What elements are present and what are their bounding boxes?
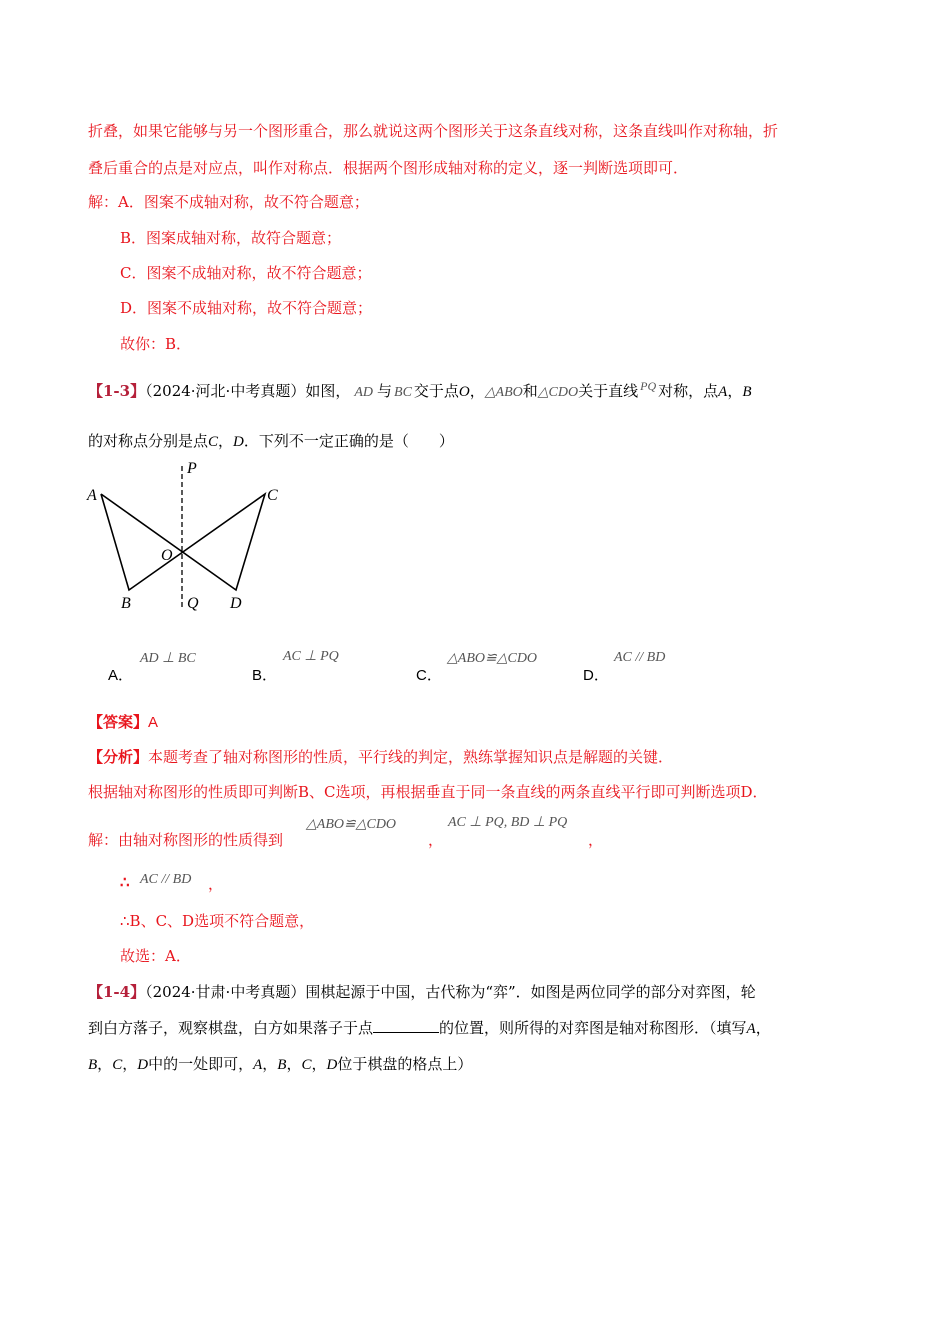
label-c: C xyxy=(267,487,278,504)
option-d-letter[interactable]: D． xyxy=(583,667,609,684)
text-comma: ， xyxy=(122,1055,138,1073)
option-b-letter[interactable]: B． xyxy=(252,667,278,684)
solution-perpendicular: AC ⊥ PQ, BD ⊥ PQ xyxy=(448,815,568,830)
analysis-line-2: 根据轴对称图形的性质即可判断B、C选项，再根据垂直于同一条直线的两条直线平行即可判断选项D． xyxy=(88,783,768,801)
solution-final: 故选：A． xyxy=(120,947,191,965)
text: 的位置，则所得的对弈图是轴对称图形．（填写 xyxy=(439,1019,747,1037)
solution-bcd: ∴B、C、D选项不符合题意， xyxy=(120,912,315,930)
question-text: （2024·甘肃·中考真题）围棋起源于中国，古代称为“弈”．如图是两位同学的部分对弈图，轮 xyxy=(145,983,756,1001)
therefore-symbol: ∴ xyxy=(120,873,130,891)
text-comma: ， xyxy=(755,1019,771,1037)
label-q: Q xyxy=(187,595,199,612)
question-source: （2024·河北·中考真题）如图， xyxy=(145,382,351,400)
text-duichen: 对称，点 xyxy=(658,382,719,400)
math-a: A xyxy=(718,384,728,400)
solution-option-b: B．图案成轴对称，故符合题意； xyxy=(120,229,342,247)
text-guanyu: 关于直线 xyxy=(578,382,639,400)
math-d: D xyxy=(233,434,244,450)
math-a: A xyxy=(746,1021,756,1037)
label-a: A xyxy=(87,487,97,504)
solution-option-c: C．图案不成轴对称，故不符合题意； xyxy=(120,264,372,282)
label-d: D xyxy=(230,595,242,612)
question-1-3-line-2 xyxy=(88,430,454,451)
therefore-comma: ， xyxy=(208,875,224,893)
math-b: B xyxy=(277,1057,287,1073)
label-b: B xyxy=(121,595,131,612)
math-c: C xyxy=(208,434,219,450)
therefore-expr: AC // BD xyxy=(140,872,192,887)
text-comma: ， xyxy=(311,1055,327,1073)
answer-tag: 【答案】 xyxy=(88,713,149,731)
solution-comma: ， xyxy=(588,831,604,849)
solution-prefix: 解：由轴对称图形的性质得到 xyxy=(88,831,284,849)
solution-option-d: D．图案不成轴对称，故不符合题意； xyxy=(120,299,373,317)
question-1-3-line-1 xyxy=(88,380,752,401)
analysis-line-2: 叠后重合的点是对应点，叫作对称点．根据两个图形成轴对称的定义，逐一判断选项即可． xyxy=(88,159,689,177)
solution-congruent: △ABO≌△CDO xyxy=(306,817,397,832)
analysis-line-1: 折叠，如果它能够与另一个图形重合，那么就说这两个图形关于这条直线对称，这条直线叫作对称轴，折 xyxy=(88,122,779,140)
text: 位于棋盘的格点上） xyxy=(337,1055,473,1073)
answer-blank[interactable] xyxy=(373,1018,439,1033)
analysis-text: 本题考查了轴对称图形的性质，平行线的判定，熟练掌握知识点是解题的关键． xyxy=(148,748,674,766)
text: ．下列不一定正确的是（ ） xyxy=(243,432,454,450)
text: 的对称点分别是点 xyxy=(88,432,209,450)
option-c-expr[interactable]: △ABO≌△CDO xyxy=(447,651,538,666)
math-d: D xyxy=(137,1057,149,1073)
label-p: P xyxy=(187,460,197,477)
solution-conclusion: 故你：B． xyxy=(120,335,192,353)
option-b-expr[interactable]: AC ⊥ PQ xyxy=(283,649,339,664)
question-tag: 【1-3】 xyxy=(88,382,146,400)
math-tri-abo: △ABO xyxy=(484,385,523,400)
triangles xyxy=(101,494,265,590)
text-he: 和 xyxy=(522,382,538,400)
analysis-line xyxy=(88,746,673,767)
math-tri-cdo: △CDO xyxy=(537,385,579,400)
label-o: O xyxy=(161,547,173,564)
option-c-letter[interactable]: C． xyxy=(416,667,442,684)
math-a: A xyxy=(253,1057,263,1073)
solution-comma: ， xyxy=(428,831,444,849)
text-comma: ， xyxy=(262,1055,278,1073)
text-comma: ， xyxy=(286,1055,302,1073)
question-tag: 【1-4】 xyxy=(88,983,146,1001)
option-a-expr[interactable]: AD ⊥ BC xyxy=(140,651,196,666)
text-comma: ， xyxy=(97,1055,113,1073)
math-b: B xyxy=(742,384,752,400)
answer-value: A xyxy=(148,714,159,731)
solution-option-a: 解：A．图案不成轴对称，故不符合题意； xyxy=(88,193,369,211)
math-pq: PQ xyxy=(640,379,657,393)
butterfly-figure xyxy=(85,460,295,620)
option-a-letter[interactable]: A． xyxy=(108,667,134,684)
question-1-4-line-2 xyxy=(88,1017,771,1038)
math-c: C xyxy=(301,1057,312,1073)
option-d-expr[interactable]: AC // BD xyxy=(614,650,666,665)
answer-line xyxy=(88,711,158,732)
text-yu: 与 xyxy=(377,382,393,400)
text-comma: ， xyxy=(727,382,743,400)
math-o: O xyxy=(458,384,470,400)
math-ad: AD xyxy=(354,385,373,400)
text-comma: ， xyxy=(218,432,234,450)
text: 到白方落子，观察棋盘，白方如果落子于点 xyxy=(88,1019,374,1037)
text: 中的一处即可， xyxy=(148,1055,254,1073)
text-jiao: 交于点 xyxy=(413,382,459,400)
question-1-4-line-1 xyxy=(88,981,756,1002)
question-1-4-line-3 xyxy=(88,1053,472,1074)
text-comma: ， xyxy=(469,382,485,400)
analysis-tag: 【分析】 xyxy=(88,748,149,766)
math-c: C xyxy=(112,1057,123,1073)
math-bc: BC xyxy=(394,385,412,400)
math-d: D xyxy=(326,1057,338,1073)
math-b: B xyxy=(88,1057,98,1073)
